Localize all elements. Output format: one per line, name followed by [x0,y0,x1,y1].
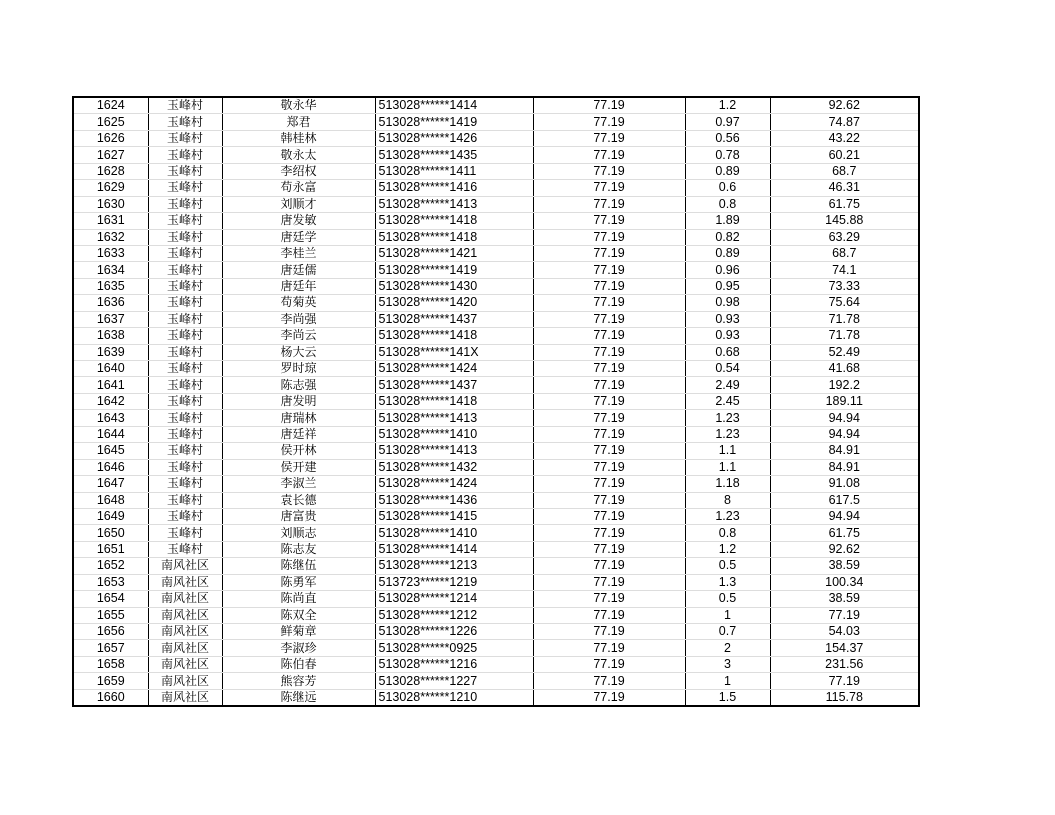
row-number-cell: 1648 [73,492,148,508]
data-table [72,96,920,707]
person-name-cell: 侯开建 [222,459,375,475]
person-name-cell: 鲜菊章 [222,624,375,640]
id-number-cell: 513028******1419 [375,262,533,278]
row-number-cell: 1644 [73,426,148,442]
amount-cell: 43.22 [770,130,919,146]
person-name-cell: 侯开林 [222,443,375,459]
row-number-cell: 1625 [73,114,148,130]
amount-cell: 61.75 [770,525,919,541]
area-cell: 0.8 [685,525,770,541]
village-cell: 玉峰村 [148,525,222,541]
standard-rate-cell: 77.19 [533,640,685,656]
standard-rate-cell: 77.19 [533,130,685,146]
row-number-cell: 1659 [73,673,148,689]
standard-rate-cell: 77.19 [533,624,685,640]
row-number-cell: 1627 [73,147,148,163]
area-cell: 1.1 [685,459,770,475]
table-row [73,163,919,179]
standard-rate-cell: 77.19 [533,163,685,179]
row-number-cell: 1633 [73,245,148,261]
table-row [73,114,919,130]
table-row [73,673,919,689]
village-cell: 玉峰村 [148,97,222,114]
table-row [73,130,919,146]
amount-cell: 145.88 [770,213,919,229]
village-cell: 南风社区 [148,574,222,590]
amount-cell: 154.37 [770,640,919,656]
standard-rate-cell: 77.19 [533,262,685,278]
area-cell: 0.98 [685,295,770,311]
village-cell: 玉峰村 [148,163,222,179]
id-number-cell: 513028******1437 [375,377,533,393]
row-number-cell: 1656 [73,624,148,640]
table-row [73,311,919,327]
id-number-cell: 513028******1214 [375,591,533,607]
id-number-cell: 513028******1421 [375,245,533,261]
village-cell: 玉峰村 [148,344,222,360]
area-cell: 1 [685,607,770,623]
standard-rate-cell: 77.19 [533,377,685,393]
area-cell: 2.45 [685,393,770,409]
amount-cell: 61.75 [770,196,919,212]
village-cell: 玉峰村 [148,229,222,245]
table-row [73,278,919,294]
person-name-cell: 陈志强 [222,377,375,393]
id-number-cell: 513028******1435 [375,147,533,163]
amount-cell: 231.56 [770,656,919,672]
amount-cell: 100.34 [770,574,919,590]
standard-rate-cell: 77.19 [533,689,685,706]
id-number-cell: 513028******1227 [375,673,533,689]
table-row [73,459,919,475]
id-number-cell: 513028******1436 [375,492,533,508]
area-cell: 1.23 [685,508,770,524]
amount-cell: 84.91 [770,459,919,475]
village-cell: 南风社区 [148,640,222,656]
area-cell: 8 [685,492,770,508]
area-cell: 0.78 [685,147,770,163]
person-name-cell: 敬永华 [222,97,375,114]
person-name-cell: 陈伯春 [222,656,375,672]
id-number-cell: 513028******1213 [375,558,533,574]
area-cell: 3 [685,656,770,672]
area-cell: 0.5 [685,558,770,574]
id-number-cell: 513028******0925 [375,640,533,656]
id-number-cell: 513028******1424 [375,361,533,377]
area-cell: 1.5 [685,689,770,706]
area-cell: 0.68 [685,344,770,360]
person-name-cell: 唐廷年 [222,278,375,294]
village-cell: 玉峰村 [148,295,222,311]
row-number-cell: 1629 [73,180,148,196]
area-cell: 1.3 [685,574,770,590]
area-cell: 0.89 [685,163,770,179]
area-cell: 0.89 [685,245,770,261]
standard-rate-cell: 77.19 [533,508,685,524]
standard-rate-cell: 77.19 [533,591,685,607]
row-number-cell: 1640 [73,361,148,377]
person-name-cell: 刘顺才 [222,196,375,212]
area-cell: 0.54 [685,361,770,377]
area-cell: 1.23 [685,426,770,442]
person-name-cell: 唐发明 [222,393,375,409]
area-cell: 1.23 [685,410,770,426]
row-number-cell: 1631 [73,213,148,229]
table-row [73,426,919,442]
village-cell: 玉峰村 [148,393,222,409]
table-row [73,245,919,261]
id-number-cell: 513028******1413 [375,410,533,426]
person-name-cell: 袁长德 [222,492,375,508]
area-cell: 0.8 [685,196,770,212]
amount-cell: 74.1 [770,262,919,278]
row-number-cell: 1653 [73,574,148,590]
table-row [73,196,919,212]
area-cell: 1.2 [685,97,770,114]
area-cell: 1.1 [685,443,770,459]
id-number-cell: 513028******1419 [375,114,533,130]
person-name-cell: 陈勇军 [222,574,375,590]
area-cell: 0.93 [685,311,770,327]
table-row [73,393,919,409]
id-number-cell: 513028******1414 [375,97,533,114]
standard-rate-cell: 77.19 [533,656,685,672]
row-number-cell: 1639 [73,344,148,360]
id-number-cell: 513028******1414 [375,541,533,557]
area-cell: 1.89 [685,213,770,229]
table-row [73,344,919,360]
area-cell: 2 [685,640,770,656]
standard-rate-cell: 77.19 [533,344,685,360]
table-row [73,541,919,557]
standard-rate-cell: 77.19 [533,180,685,196]
person-name-cell: 苟菊英 [222,295,375,311]
area-cell: 2.49 [685,377,770,393]
amount-cell: 189.11 [770,393,919,409]
table-row [73,492,919,508]
table-row [73,476,919,492]
area-cell: 0.56 [685,130,770,146]
standard-rate-cell: 77.19 [533,525,685,541]
amount-cell: 192.2 [770,377,919,393]
village-cell: 玉峰村 [148,377,222,393]
id-number-cell: 513028******1424 [375,476,533,492]
village-cell: 玉峰村 [148,508,222,524]
table-row [73,607,919,623]
person-name-cell: 罗时琼 [222,361,375,377]
area-cell: 0.93 [685,328,770,344]
person-name-cell: 李桂兰 [222,245,375,261]
village-cell: 玉峰村 [148,443,222,459]
village-cell: 玉峰村 [148,361,222,377]
id-number-cell: 513723******1219 [375,574,533,590]
table-row [73,377,919,393]
village-cell: 南风社区 [148,558,222,574]
id-number-cell: 513028******1420 [375,295,533,311]
id-number-cell: 513028******1413 [375,196,533,212]
id-number-cell: 513028******1415 [375,508,533,524]
amount-cell: 92.62 [770,97,919,114]
village-cell: 玉峰村 [148,541,222,557]
row-number-cell: 1657 [73,640,148,656]
table-row [73,525,919,541]
person-name-cell: 陈尚直 [222,591,375,607]
id-number-cell: 513028******1432 [375,459,533,475]
row-number-cell: 1650 [73,525,148,541]
table-row [73,410,919,426]
table-row [73,558,919,574]
person-name-cell: 李尚强 [222,311,375,327]
row-number-cell: 1652 [73,558,148,574]
table-row [73,443,919,459]
person-name-cell: 李绍权 [222,163,375,179]
area-cell: 1.2 [685,541,770,557]
id-number-cell: 513028******1416 [375,180,533,196]
person-name-cell: 陈继远 [222,689,375,706]
id-number-cell: 513028******141X [375,344,533,360]
village-cell: 玉峰村 [148,459,222,475]
table-row [73,508,919,524]
area-cell: 0.96 [685,262,770,278]
person-name-cell: 陈志友 [222,541,375,557]
standard-rate-cell: 77.19 [533,147,685,163]
area-cell: 0.5 [685,591,770,607]
amount-cell: 54.03 [770,624,919,640]
village-cell: 玉峰村 [148,328,222,344]
village-cell: 玉峰村 [148,180,222,196]
table-row [73,213,919,229]
area-cell: 1 [685,673,770,689]
person-name-cell: 熊容芳 [222,673,375,689]
area-cell: 0.97 [685,114,770,130]
id-number-cell: 513028******1212 [375,607,533,623]
row-number-cell: 1658 [73,656,148,672]
amount-cell: 77.19 [770,673,919,689]
row-number-cell: 1626 [73,130,148,146]
person-name-cell: 唐瑞林 [222,410,375,426]
village-cell: 南风社区 [148,624,222,640]
standard-rate-cell: 77.19 [533,426,685,442]
amount-cell: 41.68 [770,361,919,377]
row-number-cell: 1643 [73,410,148,426]
id-number-cell: 513028******1418 [375,393,533,409]
id-number-cell: 513028******1226 [375,624,533,640]
row-number-cell: 1654 [73,591,148,607]
area-cell: 0.95 [685,278,770,294]
amount-cell: 38.59 [770,558,919,574]
village-cell: 南风社区 [148,673,222,689]
standard-rate-cell: 77.19 [533,607,685,623]
area-cell: 0.6 [685,180,770,196]
standard-rate-cell: 77.19 [533,196,685,212]
village-cell: 玉峰村 [148,196,222,212]
village-cell: 玉峰村 [148,245,222,261]
person-name-cell: 杨大云 [222,344,375,360]
table-row [73,328,919,344]
table-body [73,97,919,706]
standard-rate-cell: 77.19 [533,574,685,590]
amount-cell: 46.31 [770,180,919,196]
village-cell: 玉峰村 [148,213,222,229]
row-number-cell: 1647 [73,476,148,492]
village-cell: 南风社区 [148,591,222,607]
person-name-cell: 陈继伍 [222,558,375,574]
amount-cell: 68.7 [770,163,919,179]
row-number-cell: 1637 [73,311,148,327]
row-number-cell: 1649 [73,508,148,524]
id-number-cell: 513028******1410 [375,426,533,442]
person-name-cell: 郑君 [222,114,375,130]
amount-cell: 94.94 [770,508,919,524]
amount-cell: 73.33 [770,278,919,294]
amount-cell: 84.91 [770,443,919,459]
standard-rate-cell: 77.19 [533,213,685,229]
standard-rate-cell: 77.19 [533,97,685,114]
area-cell: 0.7 [685,624,770,640]
person-name-cell: 陈双全 [222,607,375,623]
person-name-cell: 李尚云 [222,328,375,344]
id-number-cell: 513028******1418 [375,328,533,344]
amount-cell: 63.29 [770,229,919,245]
standard-rate-cell: 77.19 [533,443,685,459]
amount-cell: 71.78 [770,311,919,327]
standard-rate-cell: 77.19 [533,673,685,689]
standard-rate-cell: 77.19 [533,459,685,475]
person-name-cell: 唐廷儒 [222,262,375,278]
id-number-cell: 513028******1410 [375,525,533,541]
table-row [73,97,919,114]
id-number-cell: 513028******1437 [375,311,533,327]
table-row [73,640,919,656]
person-name-cell: 李淑兰 [222,476,375,492]
standard-rate-cell: 77.19 [533,295,685,311]
standard-rate-cell: 77.19 [533,410,685,426]
village-cell: 玉峰村 [148,278,222,294]
table-row [73,689,919,706]
village-cell: 玉峰村 [148,492,222,508]
standard-rate-cell: 77.19 [533,229,685,245]
id-number-cell: 513028******1426 [375,130,533,146]
id-number-cell: 513028******1216 [375,656,533,672]
id-number-cell: 513028******1413 [375,443,533,459]
person-name-cell: 唐廷学 [222,229,375,245]
standard-rate-cell: 77.19 [533,361,685,377]
standard-rate-cell: 77.19 [533,541,685,557]
amount-cell: 91.08 [770,476,919,492]
table-row [73,229,919,245]
amount-cell: 617.5 [770,492,919,508]
row-number-cell: 1632 [73,229,148,245]
table-row [73,262,919,278]
amount-cell: 71.78 [770,328,919,344]
row-number-cell: 1646 [73,459,148,475]
person-name-cell: 刘顺志 [222,525,375,541]
row-number-cell: 1642 [73,393,148,409]
table-row [73,574,919,590]
village-cell: 玉峰村 [148,114,222,130]
amount-cell: 68.7 [770,245,919,261]
table-row [73,656,919,672]
person-name-cell: 敬永太 [222,147,375,163]
standard-rate-cell: 77.19 [533,393,685,409]
row-number-cell: 1660 [73,689,148,706]
area-cell: 1.18 [685,476,770,492]
standard-rate-cell: 77.19 [533,558,685,574]
village-cell: 玉峰村 [148,130,222,146]
village-cell: 南风社区 [148,607,222,623]
standard-rate-cell: 77.19 [533,492,685,508]
row-number-cell: 1634 [73,262,148,278]
village-cell: 玉峰村 [148,426,222,442]
village-cell: 南风社区 [148,689,222,706]
amount-cell: 52.49 [770,344,919,360]
id-number-cell: 513028******1430 [375,278,533,294]
standard-rate-cell: 77.19 [533,328,685,344]
standard-rate-cell: 77.19 [533,114,685,130]
amount-cell: 94.94 [770,410,919,426]
amount-cell: 74.87 [770,114,919,130]
standard-rate-cell: 77.19 [533,245,685,261]
row-number-cell: 1636 [73,295,148,311]
person-name-cell: 唐发敏 [222,213,375,229]
row-number-cell: 1655 [73,607,148,623]
table-row [73,361,919,377]
amount-cell: 38.59 [770,591,919,607]
table-row [73,147,919,163]
id-number-cell: 513028******1210 [375,689,533,706]
village-cell: 玉峰村 [148,476,222,492]
row-number-cell: 1630 [73,196,148,212]
person-name-cell: 唐富贵 [222,508,375,524]
table-row [73,624,919,640]
row-number-cell: 1651 [73,541,148,557]
amount-cell: 60.21 [770,147,919,163]
row-number-cell: 1628 [73,163,148,179]
amount-cell: 115.78 [770,689,919,706]
amount-cell: 75.64 [770,295,919,311]
person-name-cell: 唐廷祥 [222,426,375,442]
table-row [73,295,919,311]
village-cell: 玉峰村 [148,410,222,426]
standard-rate-cell: 77.19 [533,476,685,492]
amount-cell: 94.94 [770,426,919,442]
row-number-cell: 1641 [73,377,148,393]
id-number-cell: 513028******1418 [375,213,533,229]
row-number-cell: 1635 [73,278,148,294]
amount-cell: 77.19 [770,607,919,623]
area-cell: 0.82 [685,229,770,245]
row-number-cell: 1624 [73,97,148,114]
person-name-cell: 韩桂林 [222,130,375,146]
village-cell: 玉峰村 [148,262,222,278]
row-number-cell: 1645 [73,443,148,459]
village-cell: 玉峰村 [148,311,222,327]
standard-rate-cell: 77.19 [533,311,685,327]
amount-cell: 92.62 [770,541,919,557]
standard-rate-cell: 77.19 [533,278,685,294]
id-number-cell: 513028******1418 [375,229,533,245]
row-number-cell: 1638 [73,328,148,344]
person-name-cell: 苟永富 [222,180,375,196]
village-cell: 玉峰村 [148,147,222,163]
id-number-cell: 513028******1411 [375,163,533,179]
person-name-cell: 李淑珍 [222,640,375,656]
village-cell: 南风社区 [148,656,222,672]
table-row [73,591,919,607]
table-row [73,180,919,196]
